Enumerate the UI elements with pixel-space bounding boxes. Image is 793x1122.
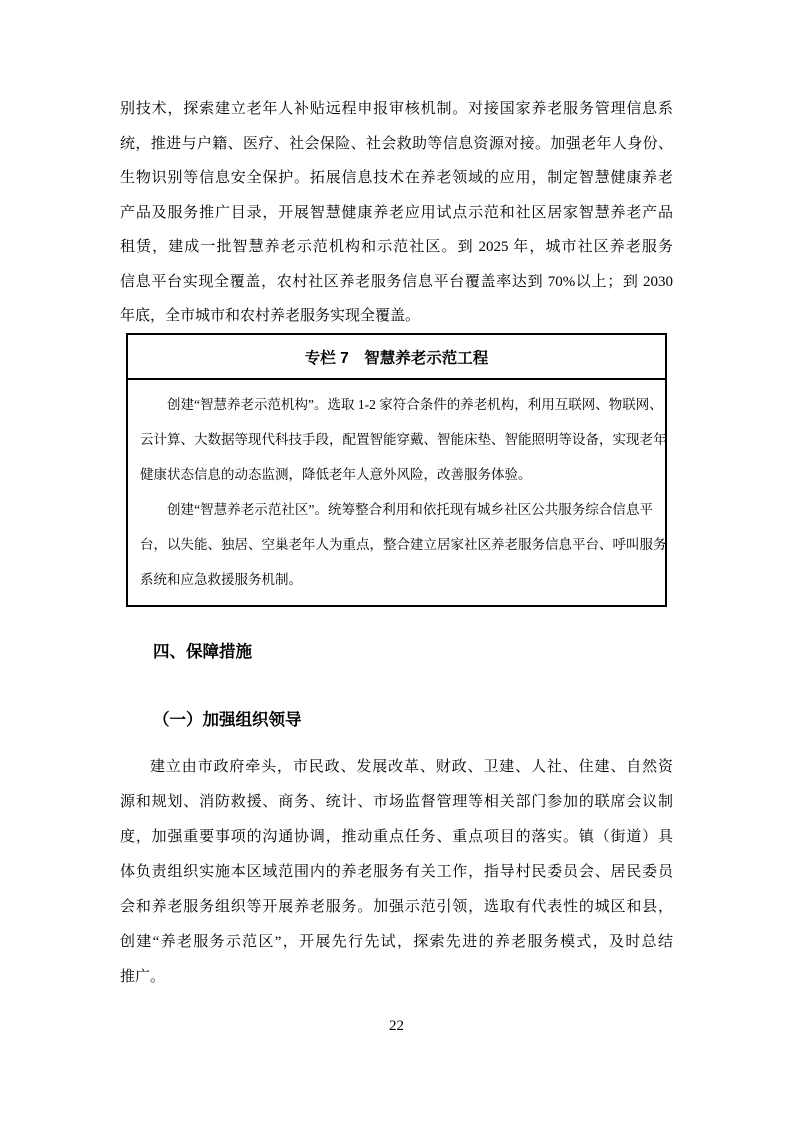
subsection-heading: （一）加强组织领导 (153, 711, 302, 729)
column-7-box (126, 333, 667, 607)
paragraph-line: 会和养老服务组织等开展养老服务。加强示范引领，选取有代表性的城区和县， (120, 899, 673, 915)
paragraph-continuation (120, 92, 673, 334)
box-paragraph-line: 健康状态信息的动态监测，降低老年人意外风险，改善服务体验。 (140, 467, 532, 482)
box-paragraph-line: 创建“智慧养老示范机构”。选取 1-2 家符合条件的养老机构，利用互联网、物联网、 (167, 397, 663, 412)
box-paragraph-line: 系统和应急救援服务机制。 (140, 572, 302, 587)
paragraph-organization-leadership (120, 750, 673, 995)
column-box-title: 专栏 7 智慧养老示范工程 (304, 349, 489, 367)
paragraph-line: 别技术，探索建立老年人补贴远程申报审核机制。对接国家养老服务管理信息系 (120, 101, 673, 117)
column-box-header (128, 335, 665, 380)
paragraph-line: 统，推进与户籍、医疗、社会保险、社会救助等信息资源对接。加强老年人身份、 (120, 135, 673, 152)
box-paragraph-line: 台，以失能、独居、空巢老年人为重点，整合建立居家社区养老服务信息平台、呼叫服务 (140, 537, 667, 552)
page-number: 22 (389, 1018, 404, 1034)
paragraph-line: 创建“养老服务示范区”，开展先行先试，探索先进的养老服务模式，及时总结 (120, 934, 673, 950)
paragraph-line: 生物识别等信息安全保护。拓展信息技术在养老领域的应用，制定智慧健康养老 (120, 170, 673, 186)
column-box-body (128, 380, 665, 605)
paragraph-line: 源和规划、消防救援、商务、统计、市场监督管理等相关部门参加的联席会议制 (120, 794, 673, 810)
paragraph-line: 租赁，建成一批智慧养老示范机构和示范社区。到 2025 年，城市社区养老服务 (120, 239, 673, 255)
paragraph-line: 度，加强重要事项的沟通协调，推动重点任务、重点项目的落实。镇（街道）具 (120, 829, 673, 845)
box-paragraph-line: 云计算、大数据等现代科技手段，配置智能穿戴、智能床垫、智能照明等设备，实现老年 (140, 432, 667, 447)
paragraph-line: 产品及服务推广目录，开展智慧健康养老应用试点示范和社区居家智慧养老产品 (120, 204, 673, 221)
box-paragraph-line: 创建“智慧养老示范社区”。统筹整合利用和依托现有城乡社区公共服务综合信息平 (167, 502, 653, 517)
section-heading: 四、保障措施 (153, 643, 252, 661)
paragraph-line: 信息平台实现全覆盖，农村社区养老服务信息平台覆盖率达到 70%以上；到 2030 (120, 273, 673, 290)
paragraph-line: 体负责组织实施本区域范围内的养老服务有关工作，指导村民委员会、居民委员 (120, 864, 673, 880)
paragraph-line: 推广。 (120, 969, 166, 985)
paragraph-line: 建立由市政府牵头，市民政、发展改革、财政、卫建、人社、住建、自然资 (150, 759, 673, 775)
paragraph-line: 年底，全市城市和农村养老服务实现全覆盖。 (120, 308, 421, 324)
